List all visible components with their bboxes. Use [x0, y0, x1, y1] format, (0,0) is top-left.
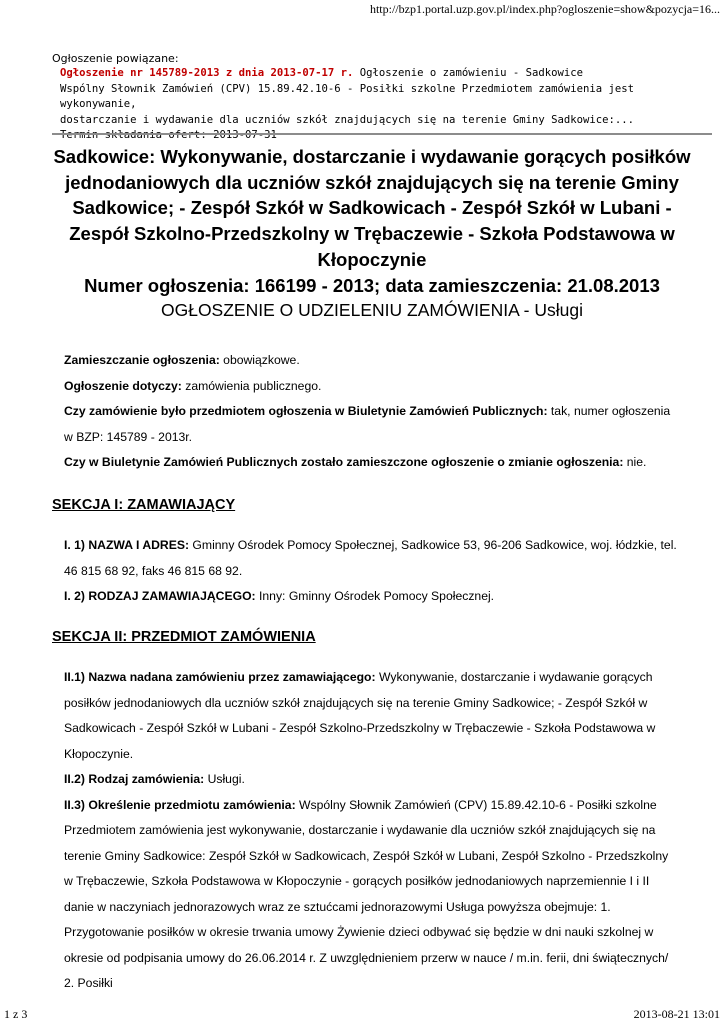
related-title: Ogłoszenie powiązane: [52, 52, 179, 65]
field-order-subject: II.3) Określenie przedmiotu zamówienia: Wspólny Słownik Zamówień (CPV) 15.89.42.10-6 - Posiłki szkolne Przedmiotem zamówienia jest wykonywanie, dostarczanie i wydawanie dla uczniów szkół znajdujących się na terenie Gminy Sadkowice: Zespół Szkół w Sadkowicach, Zespół Szkół w Lubani, Zespół Szkolno - Przedszkolny w Trębaczewie, Szkoła Podstawowa w Kłopoczynie - gorących posiłków jednodaniowych naprzemiennie I i II danie w naczyniach jednorazowych wraz ze sztućcami jednorazowymi Usługa powyższa obejmuje: 1. Przygotowanie posiłków w okresie trwania umowy Żywienie dzieci odbywać się będzie w dni nauki szkolnej w okresie od podpisania umowy do 26.06.2014 r. Z uwzględnieniem przerw w nauce / m.in. ferii, dni świątecznych/ 2. Posiłki [64, 797, 669, 990]
separator [52, 133, 712, 135]
field-order-name: II.1) Nazwa nadana zamówieniu przez zamawiającego: Wykonywanie, dostarczanie i wydawanie gorących posiłków jednodaniowych dla uczniów szkół znajdujących się na terenie Gminy Sadkowice; - Zespół Szkół w Sadkowicach - Zespół Szkół w Lubani - Zespół Szkolno-Przedszkolny w Trębaczewie - Szkoła Podstawowa w Kłopoczynie. [64, 670, 656, 761]
section2-content [64, 665, 678, 997]
related-line2: Wspólny Słownik Zamówień (CPV) 15.89.42.10-6 - Posiłki szkolne Przedmiotem zamówienia jest wykonywanie, [60, 82, 635, 111]
related-line1: Ogłoszenie o zamówieniu - Sadkowice [353, 67, 583, 80]
section-heading-contracting: SEKCJA I: ZAMAWIAJĄCY [52, 497, 236, 513]
notice-number: Numer ogłoszenia: 166199 - 2013; data zamieszczenia: 21.08.2013 [84, 274, 660, 296]
section-heading-subject: SEKCJA II: PRZEDMIOT ZAMÓWIENIA [52, 629, 316, 645]
page-counter: 1 z 3 [4, 1007, 28, 1021]
page-url: http://bzp1.portal.uzp.gov.pl/index.php?ogloszenie=show&pozycja=16... [369, 2, 720, 16]
meta-field: Zamieszczanie ogłoszenia: obowiązkowe. [64, 353, 300, 367]
related-deadline: Termin składania ofert: 2013-07-31 [60, 129, 277, 142]
meta-field: Ogłoszenie dotyczy: zamówienia publicznego. [64, 378, 322, 393]
print-timestamp: 2013-08-21 13:01 [633, 1007, 720, 1021]
field-contracting-type: I. 2) RODZAJ ZAMAWIAJĄCEGO: Inny: Gminny Ośrodek Pomocy Społecznej. [64, 589, 495, 603]
notice-type: OGŁOSZENIE O UDZIELENIU ZAMÓWIENIA - Usługi [160, 300, 583, 321]
related-notice [52, 51, 712, 143]
related-notice-link[interactable]: Ogłoszenie nr 145789-2013 z dnia 2013-07-17 r. [60, 67, 354, 80]
meta-field: Czy zamówienie było przedmiotem ogłoszenia w Biuletynie Zamówień Publicznych: tak, numer ogłoszenia w BZP: 145789 - 2013r. [64, 404, 671, 444]
field-order-type: II.2) Rodzaj zamówienia: Usługi. [64, 772, 245, 786]
field-name-address: I. 1) NAZWA I ADRES: Gminny Ośrodek Pomocy Społecznej, Sadkowice 53, 96-206 Sadkowice, woj. łódzkie, tel. 46 815 68 92, faks 46 815 68 92. [64, 538, 677, 578]
notice-meta [64, 348, 678, 476]
meta-field: Czy w Biuletynie Zamówień Publicznych zostało zamieszczone ogłoszenie o zmianie ogłoszenia: nie. [64, 455, 647, 469]
notice-title-block [52, 144, 692, 322]
section1-content [64, 533, 678, 610]
related-line3: dostarczanie i wydawanie dla uczniów szkół znajdujących się na terenie Gminy Sadkowice:... [60, 113, 635, 126]
notice-title: Sadkowice: Wykonywanie, dostarczanie i wydawanie gorących posiłków jednodaniowych dla uczniów szkół znajdujących się na terenie Gminy Sadkowice; - Zespół Szkół w Sadkowicach - Zespół Szkół w Lubani - Zespół Szkolno-Przedszkolny w Trębaczewie - Szkoła Podstawowa w Kłopoczynie [53, 146, 691, 270]
